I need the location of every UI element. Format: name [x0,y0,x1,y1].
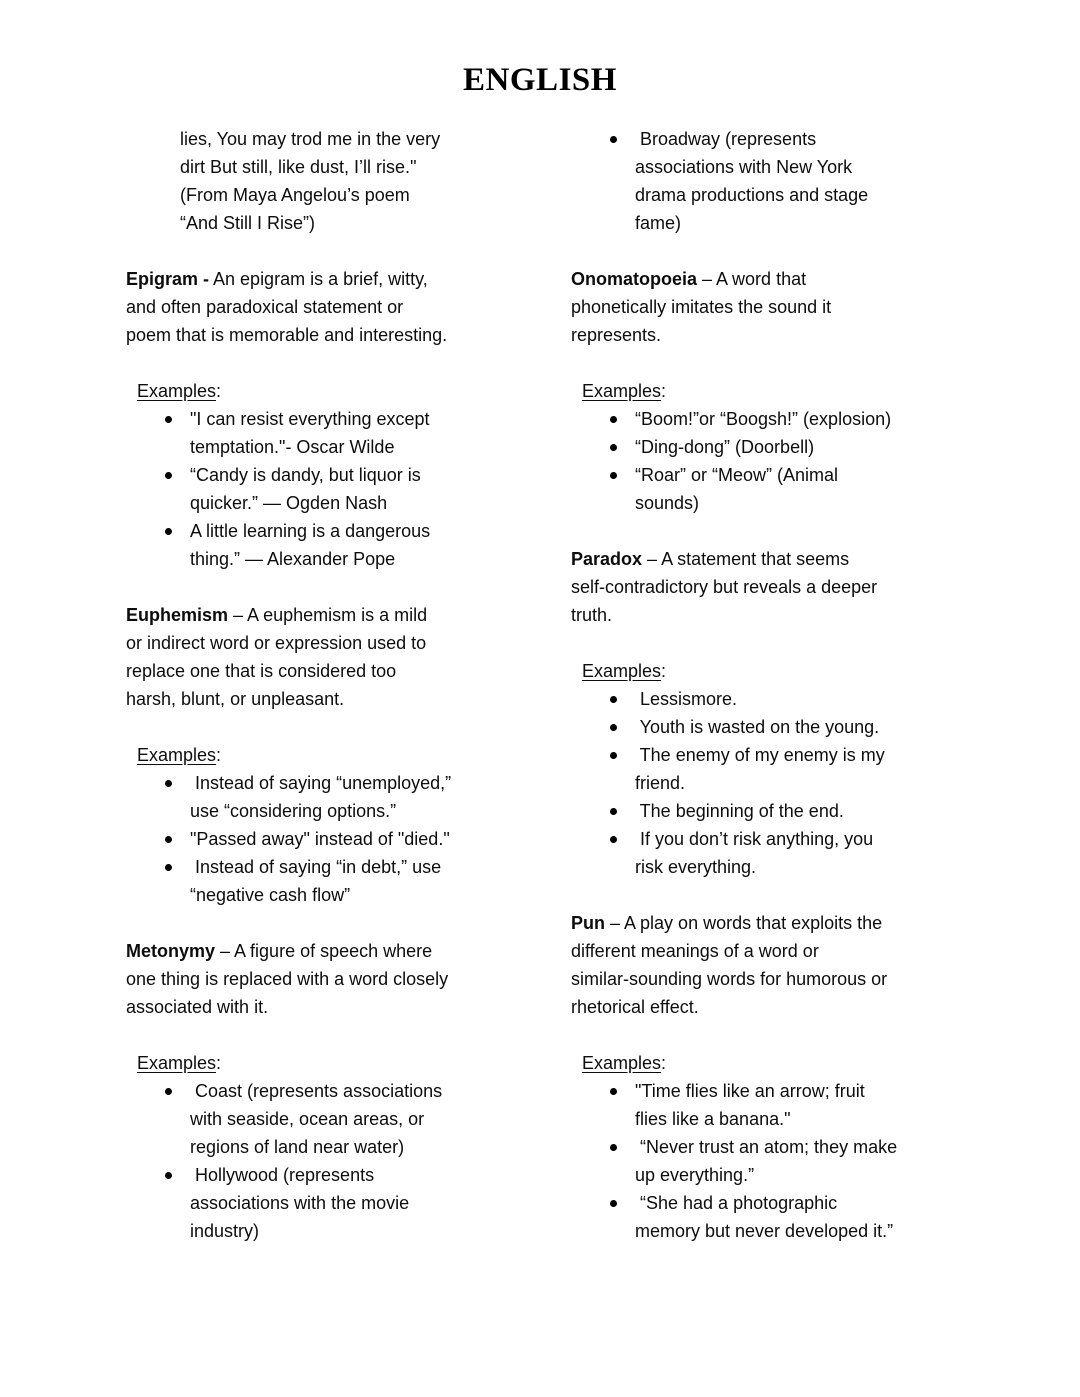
bullet-item-continuation: use “considering options.” [190,801,397,821]
definition-first-line [571,265,1001,293]
bullet-item: The enemy of my enemy is my [571,741,1001,769]
bullet-item-continuation: with seaside, ocean areas, or [190,1109,425,1129]
text-line: harsh, blunt, or unpleasant. [126,689,345,709]
text-line: poem that is memorable and interesting. [126,325,448,345]
text-line: dirt But still, like dust, I’ll rise." [180,157,417,177]
definition-term: Epigram - [126,269,210,289]
definition-text: – A euphemism is a mild [228,605,428,625]
bullet-icon [610,444,617,451]
examples-block [126,377,556,405]
bullet-item: Broadway (represents [571,125,1001,153]
bullet-item: "I can resist everything except [126,405,556,433]
plain-block [126,125,556,237]
bullet-item-continuation: quicker.” — Ogden Nash [190,493,388,513]
definition-term: Paradox [571,549,643,569]
text-line: phonetically imitates the sound it [571,297,832,317]
bullet-item-continuation: fame) [635,213,682,233]
bullet-icon [610,1144,617,1151]
bullet-icon [165,780,172,787]
bullet-item: Lessismore. [571,685,1001,713]
examples-colon: : [661,1053,667,1073]
text-line: different meanings of a word or [571,941,819,961]
bullet-icon [165,528,172,535]
definition-block [571,545,1001,629]
examples-heading [126,1049,556,1077]
bullet-item-continuation: risk everything. [635,857,757,877]
text-line: truth. [571,605,613,625]
definition-term: Euphemism [126,605,229,625]
bullet-item: If you don’t risk anything, you [571,825,1001,853]
bullet-item-continuation: temptation."- Oscar Wilde [190,437,395,457]
examples-heading [126,377,556,405]
bullet-item-continuation: memory but never developed it.” [635,1221,894,1241]
examples-heading [571,1049,1001,1077]
text-line: replace one that is considered too [126,661,397,681]
bullet-item: “Candy is dandy, but liquor is [126,461,556,489]
bullet-icon [610,416,617,423]
bullet-icon [610,472,617,479]
definition-term: Pun [571,913,605,933]
examples-heading [126,741,556,769]
column-right [571,125,1001,1245]
bullet-item: "Time flies like an arrow; fruit [571,1077,1001,1105]
bullets-block [571,685,1001,881]
definition-text: – A word that [697,269,807,289]
text-line: or indirect word or expression used to [126,633,427,653]
definition-block [571,265,1001,349]
bullet-item-continuation: industry) [190,1221,260,1241]
bullet-icon [165,416,172,423]
bullet-item-continuation: thing.” — Alexander Pope [190,549,396,569]
examples-block [126,1049,556,1077]
text-line: similar-sounding words for humorous or [571,969,888,989]
examples-colon: : [216,745,222,765]
bullet-icon [610,752,617,759]
bullet-icon [165,1172,172,1179]
definition-block [126,601,556,713]
bullet-item-continuation: friend. [635,773,686,793]
bullet-item-continuation: associations with New York [635,157,853,177]
bullets-block [126,1077,556,1245]
text-line: represents. [571,325,662,345]
examples-label: Examples [582,381,662,401]
bullet-item-continuation: regions of land near water) [190,1137,405,1157]
bullet-item: “Roar” or “Meow” (Animal [571,461,1001,489]
definition-block [126,265,556,349]
bullet-item-continuation: up everything.” [635,1165,755,1185]
examples-label: Examples [137,1053,217,1073]
bullet-icon [610,1088,617,1095]
examples-label: Examples [137,381,217,401]
bullet-icon [610,1200,617,1207]
bullet-icon [610,136,617,143]
examples-block [571,1049,1001,1077]
text-line: one thing is replaced with a word closely [126,969,449,989]
definition-text: An epigram is a brief, witty, [209,269,428,289]
examples-heading [571,657,1001,685]
definition-first-line [571,909,1001,937]
bullet-item: The beginning of the end. [571,797,1001,825]
bullet-item: Instead of saying “in debt,” use [126,853,556,881]
text-line: and often paradoxical statement or [126,297,404,317]
bullet-item-continuation: flies like a banana." [635,1109,791,1129]
examples-label: Examples [137,745,217,765]
text-line: associated with it. [126,997,269,1017]
bullets-block [571,125,1001,237]
definition-first-line [571,545,1001,573]
bullet-item: “She had a photographic [571,1189,1001,1217]
definition-text: – A play on words that exploits the [605,913,883,933]
bullet-item: Coast (represents associations [126,1077,556,1105]
definition-term: Onomatopoeia [571,269,698,289]
bullet-item-continuation: sounds) [635,493,700,513]
bullet-item-continuation: drama productions and stage [635,185,869,205]
text-line: (From Maya Angelou’s poem [180,185,410,205]
bullet-icon [165,836,172,843]
bullet-item: Instead of saying “unemployed,” [126,769,556,797]
bullet-icon [610,836,617,843]
definition-first-line [126,601,556,629]
definition-block [571,909,1001,1021]
page-title: ENGLISH [463,62,617,98]
definition-text: – A figure of speech where [215,941,433,961]
bullet-item: "Passed away" instead of "died." [126,825,556,853]
bullet-item: Youth is wasted on the young. [571,713,1001,741]
bullet-item: A little learning is a dangerous [126,517,556,545]
bullet-icon [610,696,617,703]
definition-first-line [126,265,556,293]
bullet-icon [165,472,172,479]
text-line: “And Still I Rise”) [180,213,316,233]
bullets-block [126,405,556,573]
examples-heading [571,377,1001,405]
definition-block [126,937,556,1021]
text-line: lies, You may trod me in the very [180,129,441,149]
text-line: self-contradictory but reveals a deeper [571,577,878,597]
bullet-item: Hollywood (represents [126,1161,556,1189]
bullets-block [571,405,1001,517]
bullet-item: “Ding-dong” (Doorbell) [571,433,1001,461]
bullet-icon [610,724,617,731]
examples-colon: : [661,381,667,401]
definition-first-line [126,937,556,965]
examples-label: Examples [582,661,662,681]
bullet-item-continuation: “negative cash flow” [190,885,351,905]
bullet-icon [165,864,172,871]
definition-term: Metonymy [126,941,216,961]
bullets-block [126,769,556,909]
examples-block [571,657,1001,685]
examples-block [126,741,556,769]
examples-label: Examples [582,1053,662,1073]
definition-text: – A statement that seems [642,549,850,569]
bullets-block [571,1077,1001,1245]
examples-block [571,377,1001,405]
examples-colon: : [216,1053,222,1073]
text-line: rhetorical effect. [571,997,699,1017]
bullet-item-continuation: associations with the movie [190,1193,410,1213]
examples-colon: : [216,381,222,401]
bullet-item: “Boom!”or “Boogsh!” (explosion) [571,405,1001,433]
bullet-icon [165,1088,172,1095]
bullet-icon [610,808,617,815]
examples-colon: : [661,661,667,681]
bullet-item: “Never trust an atom; they make [571,1133,1001,1161]
column-left [126,125,556,1245]
